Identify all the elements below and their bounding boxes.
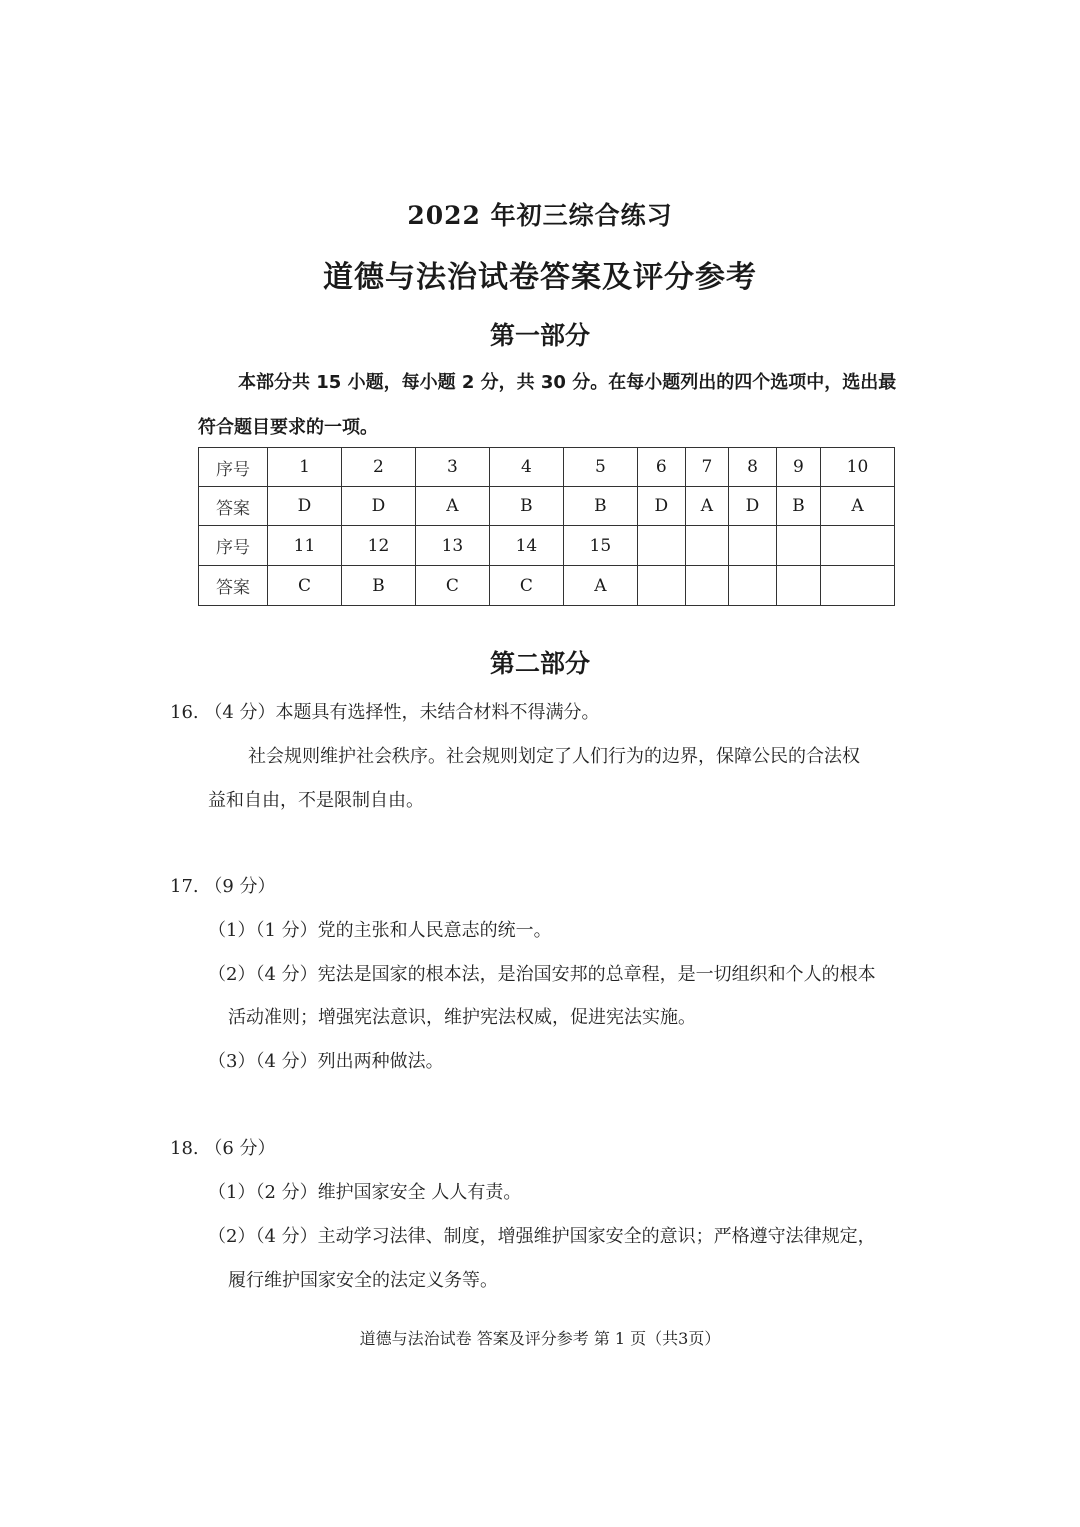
table-cell: 14 — [489, 526, 563, 566]
table-cell: D — [268, 487, 342, 526]
table-cell — [637, 526, 685, 566]
table-cell — [637, 566, 685, 606]
table-cell: 15 — [563, 526, 637, 566]
table-cell: D — [341, 487, 415, 526]
table-cell: A — [685, 487, 728, 526]
table-cell — [820, 566, 894, 606]
q16-answer-line2: 益和自由，不是限制自由。 — [208, 790, 424, 811]
q16-answer-line1: 社会规则维护社会秩序。社会规则划定了人们行为的边界，保障公民的合法权 — [248, 746, 860, 767]
table-cell: 1 — [268, 448, 342, 487]
table-row-numbers-2 — [199, 526, 895, 566]
exam-subtitle: 2022 年初三综合练习 — [407, 201, 673, 230]
q18-header: 18. （6 分） — [170, 1138, 276, 1159]
table-cell: B — [776, 487, 820, 526]
table-cell — [820, 526, 894, 566]
row-label-number: 序号 — [199, 526, 268, 566]
part1-intro-line2: 符合题目要求的一项。 — [198, 417, 378, 438]
table-cell: B — [341, 566, 415, 606]
table-cell: D — [637, 487, 685, 526]
table-cell: 7 — [685, 448, 728, 487]
part2-heading: 第二部分 — [489, 649, 590, 678]
table-row-numbers-1 — [199, 448, 895, 487]
table-cell: 2 — [341, 448, 415, 487]
table-cell: 3 — [415, 448, 489, 487]
q17-sub2-line1: （2）（4 分）宪法是国家的根本法，是治国安邦的总章程，是一切组织和个人的根本 — [208, 964, 876, 985]
table-row-answers-1 — [199, 487, 895, 526]
table-cell: A — [820, 487, 894, 526]
q18-sub2-line1: （2）（4 分）主动学习法律、制度，增强维护国家安全的意识；严格遵守法律规定， — [208, 1226, 876, 1247]
table-cell: B — [563, 487, 637, 526]
row-label-number: 序号 — [199, 448, 268, 487]
table-cell: 9 — [776, 448, 820, 487]
q18-sub1: （1）（2 分）维护国家安全 人人有责。 — [208, 1182, 522, 1203]
table-cell: 12 — [341, 526, 415, 566]
answer-table — [198, 447, 895, 606]
table-cell: A — [563, 566, 637, 606]
table-cell — [685, 566, 728, 606]
table-cell: 6 — [637, 448, 685, 487]
row-label-answer: 答案 — [199, 566, 268, 606]
row-label-answer: 答案 — [199, 487, 268, 526]
table-cell: 13 — [415, 526, 489, 566]
table-cell: C — [489, 566, 563, 606]
table-cell: B — [489, 487, 563, 526]
q17-sub2-line2: 活动准则；增强宪法意识，维护宪法权威，促进宪法实施。 — [228, 1007, 696, 1028]
table-cell: C — [415, 566, 489, 606]
table-cell — [685, 526, 728, 566]
part1-heading: 第一部分 — [489, 321, 590, 350]
table-cell: C — [268, 566, 342, 606]
q17-sub1: （1）（1 分）党的主张和人民意志的统一。 — [208, 920, 552, 941]
q18-sub2-line2: 履行维护国家安全的法定义务等。 — [228, 1270, 498, 1291]
part1-intro-line1: 本部分共 15 小题，每小题 2 分，共 30 分。在每小题列出的四个选项中，选出最 — [238, 372, 897, 393]
table-cell: 10 — [820, 448, 894, 487]
q16-header: 16. （4 分）本题具有选择性，未结合材料不得满分。 — [170, 702, 600, 723]
table-row-answers-2 — [199, 566, 895, 606]
table-cell: A — [415, 487, 489, 526]
table-cell — [776, 526, 820, 566]
table-cell: D — [729, 487, 777, 526]
q17-header: 17. （9 分） — [170, 876, 276, 897]
page-footer: 道德与法治试卷 答案及评分参考 第 1 页（共3页） — [359, 1329, 721, 1348]
page-title: 道德与法治试卷答案及评分参考 — [323, 260, 757, 295]
table-cell: 4 — [489, 448, 563, 487]
table-cell — [776, 566, 820, 606]
table-cell: 8 — [729, 448, 777, 487]
table-cell — [729, 566, 777, 606]
table-cell: 11 — [268, 526, 342, 566]
table-cell: 5 — [563, 448, 637, 487]
q17-sub3: （3）（4 分）列出两种做法。 — [208, 1051, 444, 1072]
table-cell — [729, 526, 777, 566]
